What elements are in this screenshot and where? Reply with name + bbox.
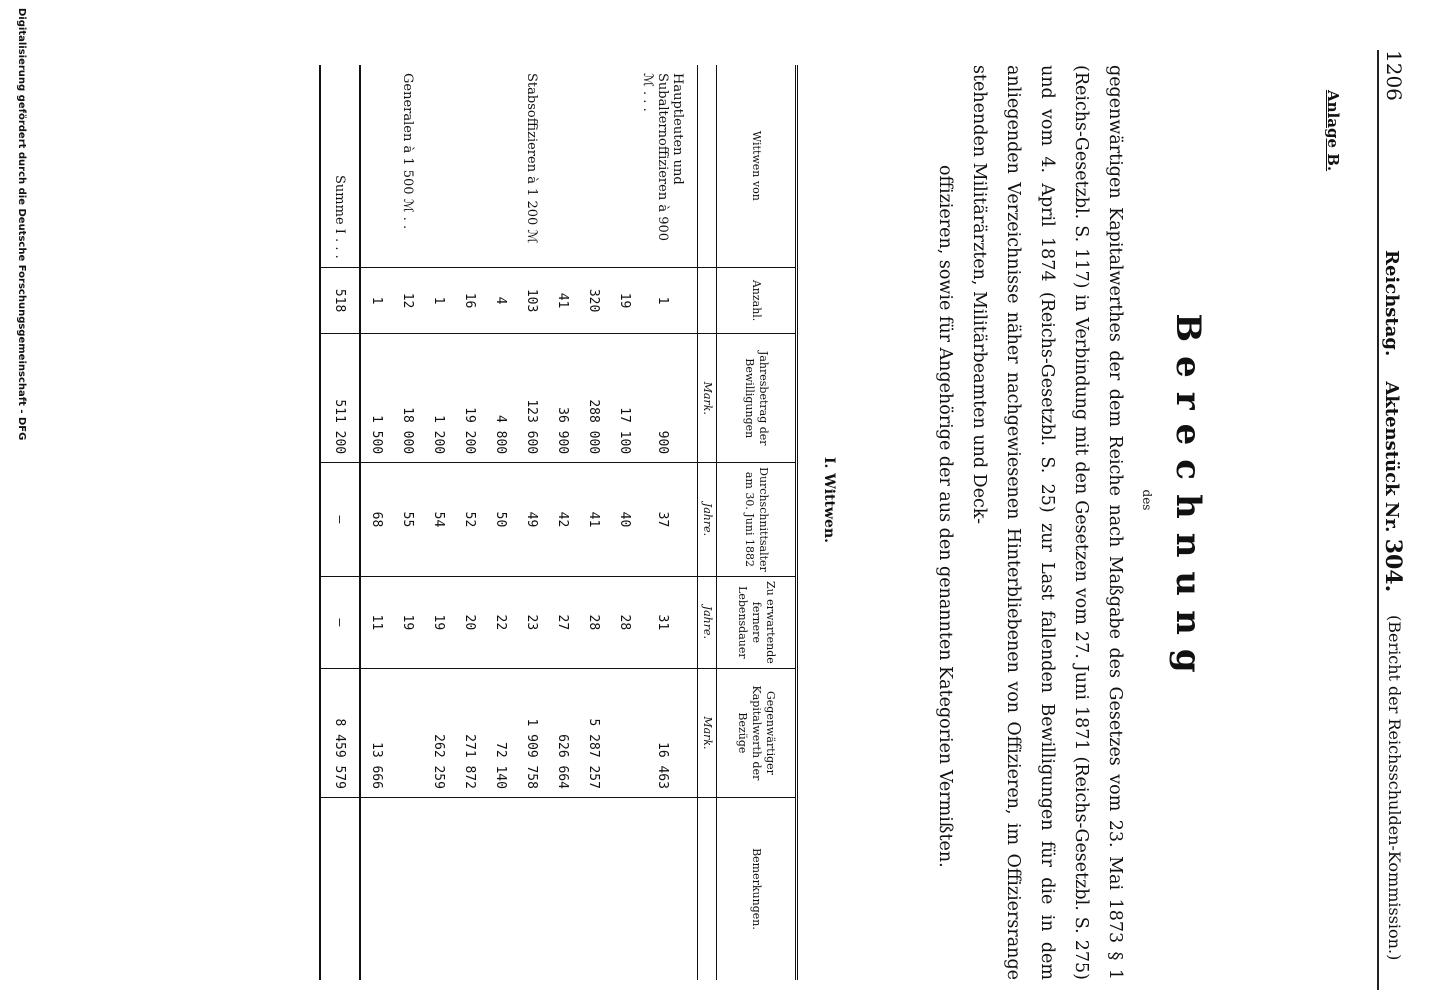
row-annual: 123 600	[516, 334, 547, 463]
document-subtitle: des	[1140, 489, 1154, 511]
row-age: 50	[485, 463, 516, 577]
row-age: 37	[640, 463, 685, 577]
row-label	[485, 65, 516, 267]
section-heading: I. Wittwen.	[821, 456, 837, 544]
sum-life: —	[320, 576, 360, 668]
sum-annual: 511 200	[320, 334, 360, 463]
annex-label: Anlage B.	[1324, 90, 1342, 172]
row-remarks	[454, 797, 485, 980]
unit-life: Jahre.	[698, 576, 717, 668]
page-header	[1382, 50, 1412, 990]
table-row	[485, 65, 516, 980]
row-life: 28	[609, 576, 640, 668]
unit-empty	[698, 267, 717, 334]
row-age: 40	[609, 463, 640, 577]
table-row	[516, 65, 547, 980]
commission-label: (Bericht der Reichsschulden-Kommission.)	[1385, 615, 1404, 961]
row-remarks	[547, 797, 578, 980]
row-remarks	[516, 797, 547, 980]
row-capital: 72 140	[485, 668, 516, 797]
row-capital: 262 259	[423, 668, 454, 797]
widows-table	[319, 65, 798, 980]
row-label	[609, 65, 640, 267]
publication-name: Reichstag.	[1381, 250, 1402, 357]
row-capital: 5 287 257	[578, 668, 609, 797]
row-count: 1	[640, 267, 685, 334]
col-header-remarks: Bemerkungen.	[717, 797, 797, 980]
intro-line-2: offizieren, sowie für Angehörige der aus den genannten Kategorien Vermißten.	[935, 165, 955, 868]
row-annual: 19 200	[454, 334, 485, 463]
unit-age: Jahre.	[698, 463, 717, 577]
row-annual: 18 000	[392, 334, 423, 463]
row-annual: 900	[640, 334, 685, 463]
row-remarks	[392, 797, 423, 980]
sum-label: Summe I . . .	[320, 65, 360, 267]
row-annual: 4 800	[485, 334, 516, 463]
row-age: 55	[392, 463, 423, 577]
row-age: 49	[516, 463, 547, 577]
row-count: 103	[516, 267, 547, 334]
row-remarks	[578, 797, 609, 980]
funding-note: Digitalisierung gefördert durch die Deutsche Forschungsgemeinschaft - DFG	[16, 8, 27, 441]
row-label: Hauptleuten und Subalternoffizieren à 900 ℳ . . .	[640, 73, 685, 242]
row-life: 31	[640, 576, 685, 668]
row-age: 52	[454, 463, 485, 577]
table-unit-row	[698, 65, 717, 980]
table-row	[423, 65, 454, 980]
row-life: 27	[547, 576, 578, 668]
row-capital	[609, 668, 640, 797]
sum-remarks	[320, 797, 360, 980]
row-count: 19	[609, 267, 640, 334]
row-capital: 626 664	[547, 668, 578, 797]
table-row	[578, 65, 609, 980]
unit-annual: Mark.	[698, 334, 717, 463]
col-header-capital: Gegenwärtiger Kapitalwerth der Bezüge	[717, 668, 797, 797]
header-center	[1380, 250, 1406, 592]
row-capital: 271 872	[454, 668, 485, 797]
table-row	[547, 65, 578, 980]
row-count: 12	[392, 267, 423, 334]
row-remarks	[423, 797, 454, 980]
row-capital	[392, 668, 423, 797]
row-capital: 13 666	[360, 668, 392, 797]
row-remarks	[360, 797, 392, 980]
row-count: 41	[547, 267, 578, 334]
row-remarks	[609, 797, 640, 980]
row-remarks	[485, 797, 516, 980]
sum-capital: 8 459 579	[320, 668, 360, 797]
row-label	[360, 65, 392, 267]
row-annual: 1 200	[423, 334, 454, 463]
row-remarks	[640, 797, 685, 980]
unit-empty	[698, 797, 717, 980]
row-capital: 16 463	[640, 668, 685, 797]
col-header-annual: Jahresbetrag der Bewilligungen	[717, 334, 797, 463]
unit-capital: Mark.	[698, 668, 717, 797]
row-count: 4	[485, 267, 516, 334]
spacer-row	[685, 65, 698, 980]
row-label: Generalen à 1 500 ℳ . .	[400, 73, 415, 230]
row-count: 1	[423, 267, 454, 334]
row-capital: 1 909 758	[516, 668, 547, 797]
table-row	[360, 65, 392, 980]
sum-count: 518	[320, 267, 360, 334]
row-life: 19	[423, 576, 454, 668]
row-annual: 36 900	[547, 334, 578, 463]
row-label	[454, 65, 485, 267]
table-row	[640, 65, 685, 980]
unit-empty	[698, 65, 717, 267]
row-life: 22	[485, 576, 516, 668]
col-header-age: Durchschnittsalter am 30. Juni 1882	[717, 463, 797, 577]
col-header-life: Zu erwartende fernere Lebensdauer	[717, 576, 797, 668]
sum-row	[320, 65, 360, 980]
row-label	[578, 65, 609, 267]
row-count: 320	[578, 267, 609, 334]
table-header-row	[717, 65, 797, 980]
row-life: 23	[516, 576, 547, 668]
row-label: Stabsoffizieren à 1 200 ℳ	[524, 73, 539, 244]
widows-table-wrap	[319, 65, 798, 980]
row-age: 41	[578, 463, 609, 577]
row-count: 1	[360, 267, 392, 334]
row-annual: 17 100	[609, 334, 640, 463]
row-age: 68	[360, 463, 392, 577]
table-row	[392, 65, 423, 980]
row-count: 16	[454, 267, 485, 334]
row-life: 11	[360, 576, 392, 668]
row-annual: 1 500	[360, 334, 392, 463]
row-label	[423, 65, 454, 267]
row-life: 28	[578, 576, 609, 668]
doc-number: 304.	[1380, 538, 1406, 593]
row-life: 20	[454, 576, 485, 668]
table-row	[454, 65, 485, 980]
page-number: 1206	[1382, 50, 1406, 101]
document-title: Berechnung	[1168, 313, 1208, 687]
sum-age: —	[320, 463, 360, 577]
col-header-widows: Wittwen von	[717, 65, 797, 267]
row-label	[547, 65, 578, 267]
row-age: 42	[547, 463, 578, 577]
intro-paragraph	[928, 65, 1132, 980]
doc-label: Aktenstück Nr.	[1381, 381, 1402, 533]
row-age: 54	[423, 463, 454, 577]
header-rule	[1377, 50, 1379, 990]
intro-line-1: gegenwärtigen Kapitalwerthes der dem Reiche nach Maßgabe des Gesetzes vom 23. Mai 1873 § 1 (Reichs-Gesetzbl. S. 117) in Verbindung mit den Gesetzen vom 27. Juni 1871 (Reichs-Gesetzbl. S. 275) und vom 4. April 1874 (Reichs-Gesetzbl. S. 25) zur Last fallenden Bewilligungen für die in dem anliegenden Verzeichnisse näher nachgewiesenen Hinterbliebenen von Offizieren, im Offiziersrange stehenden Militärärzten, Militärbeamten und Deck-	[969, 65, 1125, 980]
table-row	[609, 65, 640, 980]
row-life: 19	[392, 576, 423, 668]
col-header-count: Anzahl.	[717, 267, 797, 334]
row-annual: 288 000	[578, 334, 609, 463]
